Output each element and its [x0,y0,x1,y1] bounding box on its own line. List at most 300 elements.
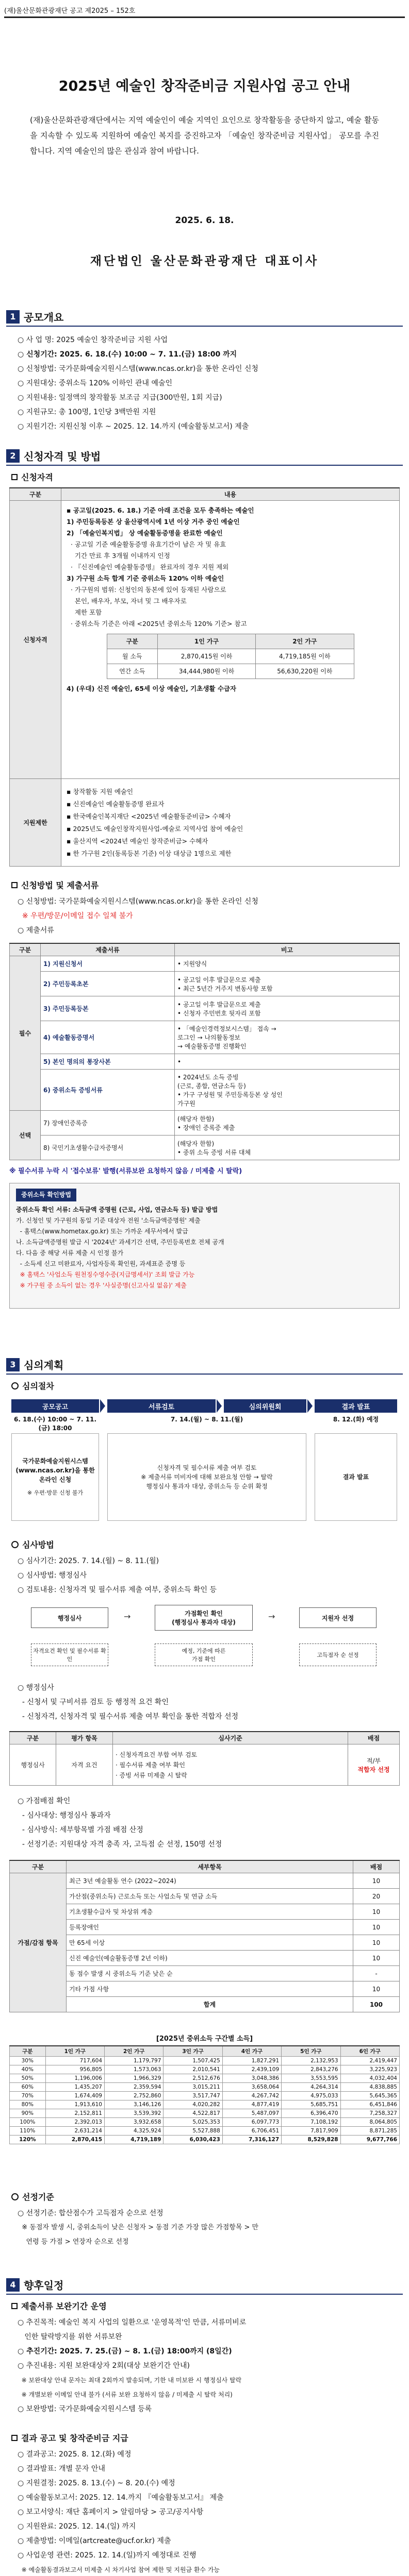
flow-step-header: 서류검토 [107,1399,216,1413]
box-line: 나. 소득금액증명원 발급 시 '2024년' 과세기간 선택, 주민등록번호 전체 공개 [16,1239,224,1246]
flow-step-date: 8. 12.(화) 예정 [333,1416,379,1423]
section-3-header [6,1357,63,1372]
table-cell: 가산점(중위소득) 근로소득 또는 사업소득 및 연금 소득 [67,1889,353,1904]
table-cell: 3,553,595 [282,2074,340,2083]
results-line: ○ 결과발표: 개별 문자 안내 [18,2465,105,2473]
table-cell [348,1744,400,1786]
section-title: 향후일정 [24,2279,64,2292]
table-cell: 1,179,797 [105,2057,163,2065]
table-cell: 신진 예술인(예술활동증명 2년 이하) [67,1951,353,1966]
table-cell: 80% [10,2100,46,2109]
table-header: 배점 [348,1732,400,1744]
selection-line: 연령 등 가점 > 연장자 순으로 선정 [18,2238,129,2246]
results-line: ○ 지원완료: 2025. 12. 14.(일) 까지 [18,2522,136,2531]
document-name: 8) 국민기초생활수급자증명서 [41,1136,175,1160]
results-list [18,2447,394,2576]
restriction-line: ▪ 한 가구원 2인(동록등본 기준) 이상 대상금 1명으로 제한 [67,849,232,857]
table-cell: 4,719,185원 이하 [256,649,354,664]
subsection-selection [11,2191,54,2202]
subsection-results [11,2432,128,2444]
table-cell: 최근 3년 예술활동 연수 (2022~2024) [67,1873,353,1889]
table-cell: 동 점수 발생 시 중위소득 기준 낮은 순 [67,1966,353,1981]
table-cell: - [353,1966,400,1981]
table-header: 비고 [175,943,400,956]
table-cell: 3,048,386 [222,2074,281,2083]
review-line: - 신청자격, 신청자격 및 필수서류 제출 여부 확인을 통한 적합자 선정 [18,1713,239,1721]
arrow-right-icon [217,1399,222,1413]
results-line: ○ 지원결정: 2025. 8. 13.(수) ~ 8. 20.(수) 예정 [18,2479,175,2487]
table-cell: 7,316,127 [222,2136,281,2144]
box-line: - 홈택스(www.hometax.go.kr) 또는 가까운 세무서에서 발급 [16,1228,188,1235]
table-cell: 5,487,097 [222,2109,281,2118]
restriction-line: ▪ 창작활동 지원 예술인 [67,787,134,795]
flow-step-text: 국가문화예술지원시스템 (www.ncas.or.kr)을 통한 온라인 신청 [15,1458,95,1483]
subsection-title: 신청방법 및 제출서류 [21,880,99,890]
eligibility-line: · 중위소득 기준은 아래 <2025년 중위소득 120% 기준> 참고 [67,620,247,628]
supplement-line: ○ 추진내용: 지원 보완대상자 2회(대상 보완기간 안내) [18,2362,190,2370]
table-cell: 10 [353,1981,400,1997]
table-cell: 6,706,451 [222,2127,281,2136]
table-header: 1인 가구 [157,634,255,649]
table-cell: 4,719,189 [105,2136,163,2144]
table-cell: 4,838,885 [340,2083,399,2092]
income-check-box [9,1183,400,1309]
table-cell: 9,677,766 [340,2136,399,2144]
table-header: 6인 가구 [340,2046,399,2057]
score-value: 적/부 [366,1757,381,1765]
row-label: 가점/감점 항목 [10,1873,67,2012]
box-line: - 소득세 신고 미완료자, 사업자등록 확인원, 과세표준 증명 등 [16,1260,186,1267]
bonus-line: - 선정기준: 지원대상 자격 충족 자, 고득점 순 선정, 150명 선정 [18,1840,222,1849]
row-label: 필수 [10,956,41,1111]
table-cell: 5,025,353 [163,2118,222,2127]
subsection-exam-method [11,1538,54,1550]
section-2-header [6,448,101,463]
eligibility-line: 제한 포함 [67,608,102,616]
section-number: 1 [6,310,20,324]
table-cell: 40% [10,2065,46,2074]
table-cell: 110% [10,2127,46,2136]
table-cell: 등록장애인 [67,1920,353,1935]
exam-line: ○ 심사기간: 2025. 7. 14.(월) ~ 8. 11.(월) [18,1557,159,1565]
eligibility-line: 본인, 배우자, 부모, 자녀 및 그 배우자로 [67,597,187,605]
header-divider [4,16,405,18]
subsection-process [11,1380,54,1392]
table-cell: 5,685,751 [282,2100,340,2109]
arrow-right-icon: → [124,1612,131,1621]
table-cell: 6,030,423 [163,2136,222,2144]
subsection-title: 심의절차 [22,1381,54,1391]
bonus-points-table [9,1860,400,2012]
section-title: 공모개요 [24,311,64,324]
table-cell: 956,805 [45,2065,104,2074]
table-header: 제출서류 [41,943,175,956]
income-table-caption: [2025년 중위소득 구간별 소득] [156,2035,253,2043]
document-note: (해당자 한함) • 장애인 증록증 제출 [175,1111,400,1136]
table-cell: 4,325,924 [105,2127,163,2136]
selection-line: ※ 동점자 발생 시, 중위소득이 낮은 신청자 > 동점 기준 가장 많은 가점항목 > 만 [18,2224,261,2231]
flow-step-date: 6. 18.(수) 10:00 ~ 7. 11.(금) 18:00 [13,1416,97,1432]
table-cell: 6,451,846 [340,2100,399,2109]
document-name: 7) 장애인증록증 [41,1111,175,1136]
box-line: 중위소득 확인 서류: 소득금액 증명원 (근로, 사업, 연금소득 등) 발급 방법 [16,1206,218,1213]
supplement-line: ○ 추진기간: 2025. 7. 25.(금) ~ 8. 1.(금) 18:00까지 (8일간) [18,2347,232,2355]
restriction-line: ▪ 신진예술인 예술활동증명 완료자 [67,800,165,808]
table-cell: 10 [353,1935,400,1951]
review-line: ○ 행정심사 [18,1684,54,1692]
restriction-line: ▪ 한국예술인복지재단 <2025년 예술활동준비금> 수혜자 [67,812,231,820]
table-cell: 3,517,747 [163,2092,222,2100]
section-divider [6,326,403,327]
flow-step-box [11,1433,99,1521]
exam-info-list [18,1554,394,1597]
box-line: 다. 다음 중 해당 서류 제출 시 인정 불가 [16,1249,124,1257]
flow-step-date: 7. 14.(월) ~ 8. 11.(월) [170,1416,243,1423]
circle-bullet-icon [11,2193,19,2200]
table-cell: 2,631,214 [45,2127,104,2136]
eligibility-line: · 가구원의 범위: 신청인의 동본에 있어 등재된 사람으로 [67,586,226,594]
table-row [10,2065,400,2074]
arrow-right-icon: → [268,1612,275,1621]
method-line: ○ 신청방법: 국가문화예술지원시스템(www.ncas.or.kr)을 통한 온라인 신청 [18,897,258,906]
table-cell: 1,573,063 [105,2065,163,2074]
table-cell: 2,439,109 [222,2065,281,2074]
table-cell: 4,032,404 [340,2074,399,2083]
supplement-line: ※ 보완대상 안내 문자는 최대 2회까지 발송되며, 기한 내 미보완 시 행정심사 탈락 [18,2377,242,2384]
admin-review-list [18,1681,394,1724]
table-header: 3인 가구 [163,2046,222,2057]
notice-number: (재)울산문화관광재단 공고 제2025 – 152호 [4,7,136,15]
review-criteria-table [9,1731,400,1786]
subsection-eligibility [11,471,53,483]
application-method-list [18,894,394,938]
document-note: • 2024년도 소득 증빙 (근로, 종합, 연금소득 등) • 가구 구성원 및 주민등록등본 상 성인 가구원 [175,1070,400,1111]
table-header: 구분 [107,634,157,649]
section-number: 4 [6,2278,20,2292]
table-row [10,2092,400,2100]
table-cell: 8,871,285 [340,2127,399,2136]
section-title: 신청자격 및 방법 [24,450,101,463]
row-label: 지원제한 [10,779,61,867]
arrow-right-icon [307,1399,313,1413]
eligibility-line: ▪ 공고일(2025. 6. 18.) 기준 아래 조건을 모두 충족하는 예술인 [67,506,254,514]
table-cell: 2,010,541 [163,2065,222,2074]
table-cell: 2,152,811 [45,2109,104,2118]
table-cell: 10 [353,1920,400,1935]
flow-step-note: ※ 우편·방문 신청 불가 [27,1489,84,1496]
table-header: 2인 가구 [105,2046,163,2057]
document-note: • 공고일 이후 발급문으로 제출 • 최근 5년간 거주지 변동사항 포함 [175,972,400,996]
table-row [10,2136,400,2144]
section-number: 3 [6,1358,20,1371]
income-threshold-table [107,634,354,679]
restriction-line: ▪ 울산지역 <2024년 예술인 창작준비금> 수혜자 [67,837,208,845]
overview-item: ○ 지원기간: 지원신청 이후 ~ 2025. 12. 14.까지 (예술활동보고서) 제출 [18,422,249,431]
table-header: 배점 [353,1860,400,1873]
document-name: 1) 지원신청서 [41,956,175,972]
table-header: 구분 [10,1860,67,1873]
table-cell: 6,097,773 [222,2118,281,2127]
table-cell: 4,877,419 [222,2100,281,2109]
table-header: 평가 항목 [56,1732,113,1744]
table-header: 세부항목 [67,1860,353,1873]
exam-step-note: 고득점자 순 선정 [299,1643,377,1666]
document-note: • [175,1054,400,1070]
table-cell: 7,817,909 [282,2127,340,2136]
row-label: 신청자격 [10,501,61,779]
box-title: 중위소득 확인방법 [16,1189,76,1201]
supplement-line: ○ 추진목적: 예술인 복지 사업의 일환으로 '운영목적'인 만큼, 서류미비로 [18,2318,247,2327]
table-header: 심사기준 [113,1732,348,1744]
table-cell: 2,419,447 [340,2057,399,2065]
square-bullet-icon [11,882,18,888]
table-cell: 5,527,888 [163,2127,222,2136]
table-cell: 4,264,314 [282,2083,340,2092]
table-cell: 2,512,676 [163,2074,222,2083]
document-name: 2) 주민등록초본 [41,972,175,996]
table-cell: 1,913,610 [45,2100,104,2109]
table-row [10,2100,400,2109]
table-cell: 5,645,365 [340,2092,399,2100]
table-header: 구분 [10,1732,56,1744]
results-line: ○ 예술활동보고서: 2025. 12. 14.까지 『예술활동보고서』 제출 [18,2494,224,2502]
supplement-line: ※ 개별보완 이메일 안내 불가 (서류 보완 요청하지 않음 / 미제출 시 탈락 처리) [18,2391,233,2398]
table-cell: 1,196,006 [45,2074,104,2083]
overview-item: ○ 지원대상: 중위소득 120% 이하인 관내 예술인 [18,379,173,387]
table-cell: 4,267,742 [222,2092,281,2100]
table-cell: 기초생활수급자 및 차상위 계층 [67,1904,353,1920]
table-cell: 자격 요건 [56,1744,113,1786]
table-cell: 34,444,980원 이하 [157,664,255,679]
subsection-supplement [11,2300,107,2312]
row-label: 선택 [10,1111,41,1160]
table-cell: · 신청자격요건 부합 여부 검토 · 필수서류 제출 여부 확인 · 증빙 서류 미제출 시 탈락 [113,1744,348,1786]
table-cell: 70% [10,2092,46,2100]
table-row [10,2074,400,2083]
box-line: ※ 홈택스 '사업소득 원천징수영수증(지급명세서)' 조회 발급 가능 [16,1271,195,1278]
section-divider [6,465,403,466]
table-cell: 2,843,276 [282,2065,340,2074]
table-cell: 2,392,013 [45,2118,104,2127]
square-bullet-icon [11,2303,18,2309]
table-cell: 1,507,425 [163,2057,222,2065]
supplement-line: ○ 보완방법: 국가문화예술지원시스템 등록 [18,2405,152,2413]
subsection-title: 선정기준 [22,2192,54,2202]
eligibility-line: 1) 주민등록등본 상 울산광역시에 1년 이상 거주 중인 예술인 [67,518,240,526]
document-note: • 「예술인경력정보시스템」 접속 → 로그인 → 나의활동정보 → 예술활동증명 진행확인 [175,1021,400,1054]
restriction-line: ▪ 2025년도 예술인창작지원사업-예술로 지역사업 참여 예술인 [67,824,243,833]
overview-item: ○ 지원내용: 일정액의 창작활동 보조금 지급(300만원, 1회 지급) [18,394,222,402]
eligibility-line: · 공고일 기준 예술활동증명 유효기간이 남은 자 및 유효 [67,540,226,548]
table-cell: 7,108,192 [282,2118,340,2127]
eligibility-line: 3) 가구원 소득 합계 기준 중위소득 120% 이하 예술인 [67,574,224,582]
overview-list [18,333,394,434]
document-name: 4) 예술활동증명서 [41,1021,175,1054]
section-title: 심의계획 [24,1359,64,1371]
result-label: 적합자 선정 [357,1766,390,1773]
issuing-organization: 재단법인 울산문화관광재단 대표이사 [90,255,319,268]
results-line: ○ 보고서양식: 재단 홈페이지 > 알림마당 > 공고/공지사항 [18,2508,204,2516]
method-line: ※ 우편/방문/이메일 접수 일체 불가 [18,912,133,920]
table-cell: 120% [10,2136,46,2144]
table-cell: 10 [353,1873,400,1889]
table-cell: 8,064,805 [340,2118,399,2127]
table-header: 구분 [10,488,61,501]
selection-criteria-list [18,2206,394,2249]
eligibility-line: 기간 만료 후 3개월 이내까지 인정 [67,552,170,560]
document-name: 6) 중위소득 증빙서류 [41,1070,175,1111]
bonus-review-list [18,1794,394,1852]
supplement-list [18,2315,394,2416]
table-cell: 717,604 [45,2057,104,2065]
table-header: 구분 [10,943,41,956]
document-note: (해당자 한함) • 중위 소득 증빙 서류 대체 [175,1136,400,1160]
table-row [10,2057,400,2065]
table-cell: 1,674,409 [45,2092,104,2100]
flow-step-header: 심의위원회 [224,1399,306,1413]
table-cell: 4,020,282 [163,2100,222,2109]
overview-item: ○ 사 업 명: 2025 예술인 창작준비금 지원 사업 [18,336,168,344]
supplement-line: 인한 탈락방지를 위한 서류보완 [18,2333,122,2341]
table-cell: 30% [10,2057,46,2065]
box-line: ※ 가구원 중 소득이 없는 경우 '사실증명(신고사실 없음)' 제출 [16,1282,187,1289]
results-line: ○ 제출방법: 이메일(artcreate@ucf.or.kr) 제출 [18,2537,171,2545]
table-cell: 기타 가점 사항 [67,1981,353,1997]
circle-bullet-icon [11,1382,19,1389]
flow-step-header: 공모공고 [11,1399,99,1413]
table-header: 2인 가구 [256,634,354,649]
arrow-right-icon [100,1399,105,1413]
document-name: 3) 주민등록등본 [41,996,175,1021]
table-cell: 2,359,594 [105,2083,163,2092]
table-cell: 행정심사 [10,1744,56,1786]
table-cell: 20 [353,1889,400,1904]
exam-step-note: 예정, 기준에 따른 가점 확인 [155,1643,253,1666]
overview-item: ○ 신청방법: 국가문화예술지원시스템(www.ncas.or.kr)을 통한 온라인 신청 [18,365,258,373]
table-cell: 2,870,415 [45,2136,104,2144]
subsection-title: 제출서류 보완기간 운영 [21,2301,107,2311]
table-cell: 1,435,207 [45,2083,104,2092]
table-cell: 2,132,953 [282,2057,340,2065]
median-income-rows [10,2057,400,2144]
bonus-line: ○ 가점배점 확인 [18,1797,71,1805]
square-bullet-icon [11,2435,18,2441]
table-cell: 8,529,828 [282,2136,340,2144]
restriction-content [61,779,400,867]
box-line: 가. 신청인 및 가구원의 동일 기준 대상자 전원 '소득금액증명원' 제출 [16,1217,201,1224]
table-cell: 월 소득 [107,649,157,664]
document-title: 2025년 예술인 창작준비금 지원사업 공고 안내 [58,78,351,94]
exam-step: 행정심사 [31,1607,108,1628]
documents-table [9,943,400,1160]
table-cell: 6,396,470 [282,2109,340,2118]
method-line: ○ 제출서류 [18,926,54,935]
table-cell: 100 [353,1997,400,2012]
subsection-title: 신청자격 [21,472,53,482]
exam-step: 가점확인 확인 (행정심사 통과자 대상) [155,1605,253,1631]
notice-date: 2025. 6. 18. [175,215,234,226]
section-4-header [6,2277,63,2292]
flow-step-box: 결과 발표 [315,1433,397,1521]
bonus-line: - 심사방식: 세부항목별 가점 배점 산정 [18,1826,143,1834]
table-cell: 60% [10,2083,46,2092]
table-cell: 2,870,415원 이하 [157,649,255,664]
table-header: 4인 가구 [222,2046,281,2057]
table-cell: 4,522,817 [163,2109,222,2118]
square-bullet-icon [11,474,18,480]
table-header: 5인 가구 [282,2046,340,2057]
subsection-title: 결과 공고 및 창작준비금 지급 [21,2433,128,2443]
table-header: 1인 가구 [45,2046,104,2057]
table-row [10,2118,400,2127]
documents-warning: ※ 필수서류 누락 시 '접수보류' 발행(서류보완 요청하지 않음 / 미제출 시 탈락) [9,1167,242,1175]
section-divider [6,2294,403,2295]
table-row [10,2083,400,2092]
table-row [10,2109,400,2118]
exam-step-note: 자격요건 확인 및 필수서류 확인 [31,1643,108,1666]
section-divider [6,1374,403,1375]
table-header: 구분 [10,2046,46,2057]
eligibility-line: · 『신진예술인 예술활동증명』 완료자의 경우 지원 제외 [67,563,229,571]
eligibility-line: 4) (우대) 신진 예술인, 65세 이상 예술인, 기초생활 수급자 [67,685,237,692]
table-cell: 3,146,126 [105,2100,163,2109]
table-cell: 1,966,329 [105,2074,163,2083]
flow-step-header: 결과 발표 [315,1399,397,1413]
document-note: • 지원양식 [175,956,400,972]
table-cell: 3,658,064 [222,2083,281,2092]
results-line: ○ 결과공고: 2025. 8. 12.(화) 예정 [18,2450,132,2459]
bonus-line: - 심사대상: 행정심사 통과자 [18,1811,111,1820]
table-cell: 1,827,291 [222,2057,281,2065]
document-name: 5) 본인 명의의 통장사본 [41,1054,175,1070]
table-cell: 4,975,033 [282,2092,340,2100]
flow-step-box: 신청자격 및 필수서류 제출 여부 검토 ※ 제출서류 미비자에 대해 보완요청 안함 → 탈락 행정심사 통과자 대상, 중위소득 등 순위 확정 [107,1433,306,1521]
table-row [10,2127,400,2136]
table-cell: 2,752,860 [105,2092,163,2100]
exam-line: ○ 검토내용: 신청자격 및 필수서류 제출 여부, 중위소득 확인 등 [18,1586,217,1594]
table-cell: 10 [353,1904,400,1920]
exam-step: 지원자 선정 [299,1607,377,1628]
table-cell: 3,932,658 [105,2118,163,2127]
eligibility-content [61,501,400,779]
table-cell: 56,630,220원 이하 [256,664,354,679]
table-cell: 50% [10,2074,46,2083]
table-cell: 만 65세 이상 [67,1935,353,1951]
table-cell: 3,015,211 [163,2083,222,2092]
overview-item: ○ 신청기간: 2025. 6. 18.(수) 10:00 ~ 7. 11.(금) 18:00 까지 [18,350,237,359]
overview-item: ○ 지원규모: 총 100명, 1인당 3백만원 지원 [18,408,156,416]
subsection-application [11,879,99,891]
section-1-header [6,309,63,324]
table-cell: 90% [10,2109,46,2118]
table-cell: 합계 [67,1997,353,2012]
table-header: 내용 [61,488,400,501]
results-line: ○ 사업운영 관련: 2025. 12. 14.(일)까지 예정대로 진행 [18,2551,197,2560]
circle-bullet-icon [11,1541,19,1548]
table-cell: 10 [353,1951,400,1966]
intro-paragraph: (재)울산문화관광재단에서는 지역 예술인이 예술 지역인 요인으로 창작활동을 중단하지 않고, 예술 활동을 지속할 수 있도록 지원하여 예술인 복지를 증진하고자 「예술인 창작준비금 지원사업」 공모를 추진합니다. 지역 예술인의 많은 관심과 참여 바랍니다. [30,115,379,156]
table-cell: 100% [10,2118,46,2127]
table-cell: 3,539,392 [105,2109,163,2118]
document-note: • 공고일 이후 발급문으로 제출 • 신청자 주민번호 뒷자리 포함 [175,996,400,1021]
results-line: ※ 예술활동결과보고서 미제출 시 차기사업 참여 제한 및 지원금 환수 가능 [18,2566,220,2573]
eligibility-line: 2) 「예술인복지법」 상 예술활동증명을 완료한 예술인 [67,529,223,537]
median-income-table [9,2045,400,2144]
table-cell: 연간 소득 [107,664,157,679]
table-cell: 7,258,327 [340,2109,399,2118]
section-number: 2 [6,449,20,463]
review-line: - 신청서 및 구비서류 검토 등 행정적 요건 확인 [18,1698,169,1706]
